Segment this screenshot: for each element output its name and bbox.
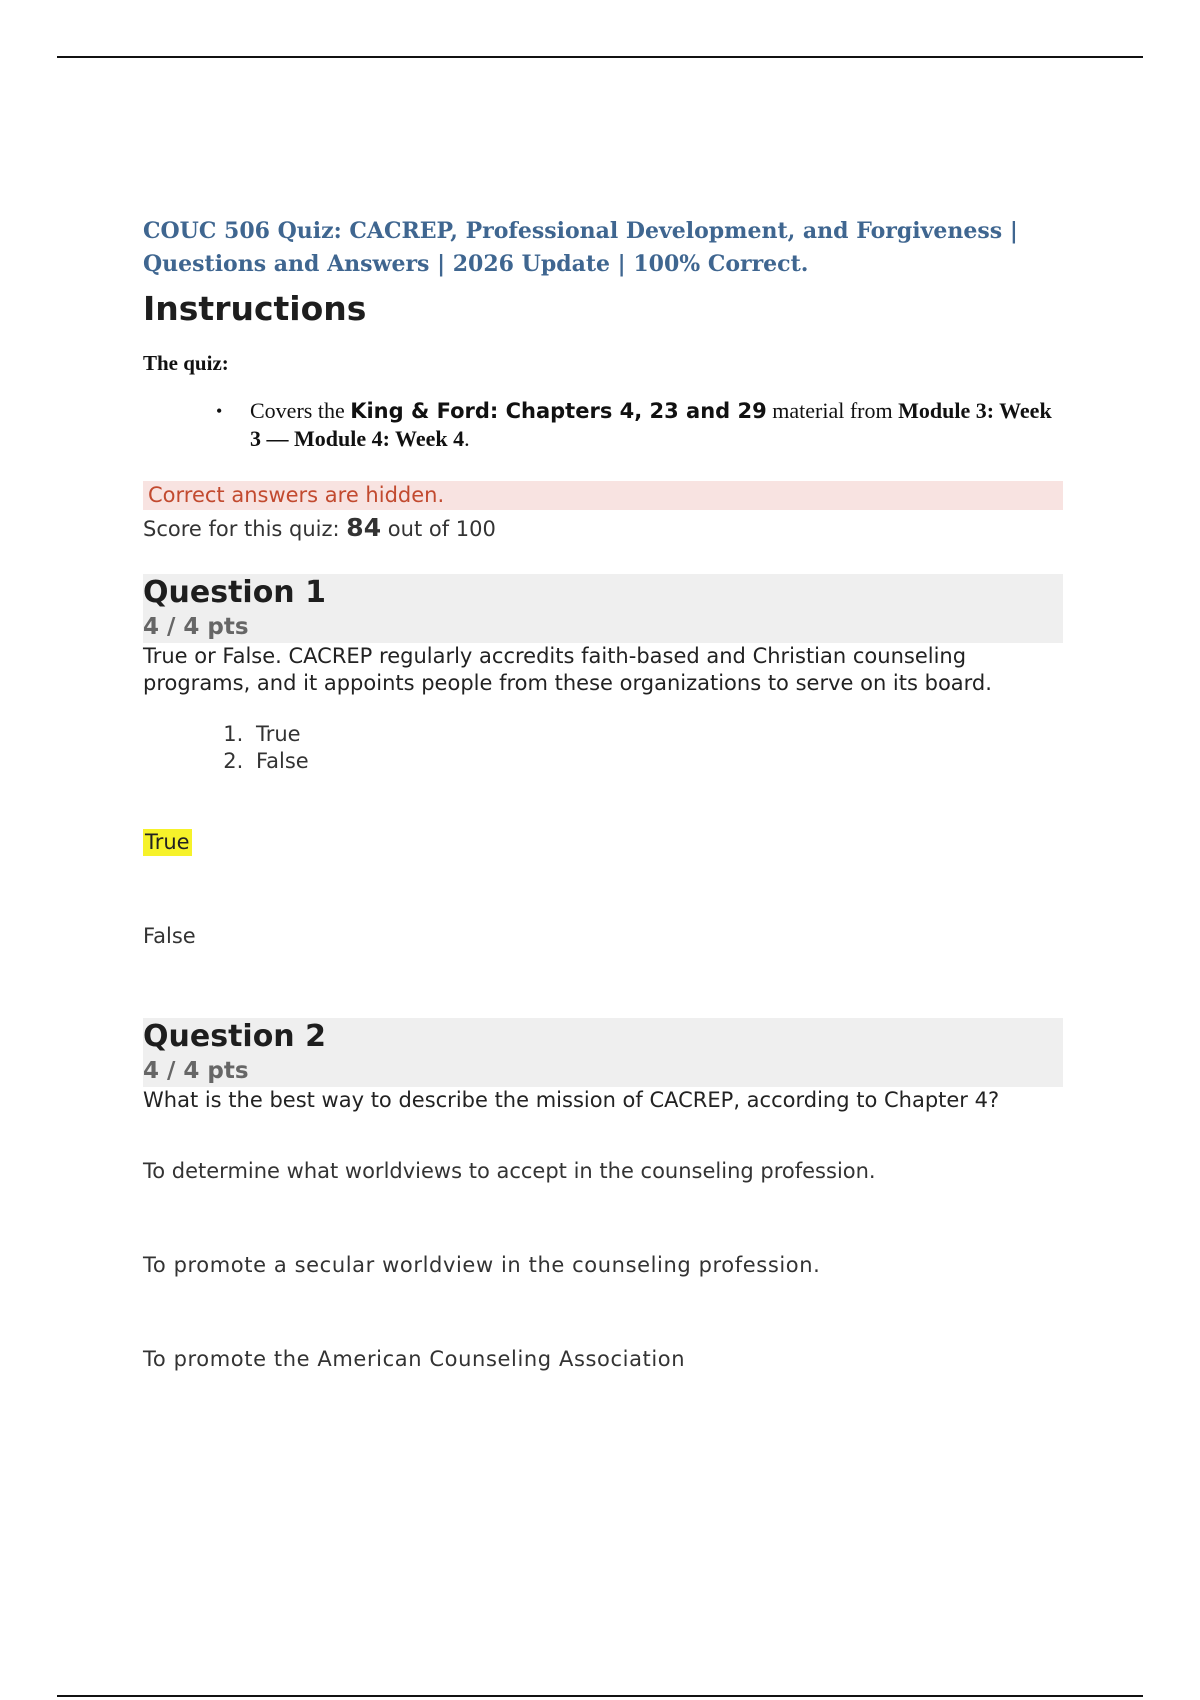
question-1 bbox=[143, 574, 1063, 950]
score-label: Score for this quiz: bbox=[143, 517, 340, 541]
score-row bbox=[143, 514, 1063, 543]
question-1-header bbox=[143, 574, 1063, 643]
top-rule bbox=[57, 56, 1143, 58]
bullet-text-2: material from bbox=[766, 398, 899, 423]
instructions-heading: Instructions bbox=[143, 289, 367, 328]
bullet-text-1: Covers the bbox=[250, 398, 351, 423]
question-1-title: Question 1 bbox=[143, 575, 326, 610]
document-title bbox=[143, 215, 1063, 281]
bullet-text-3: . bbox=[464, 426, 470, 451]
question-1-option-list bbox=[143, 721, 1063, 775]
list-item: 1. True bbox=[250, 721, 1063, 748]
instructions-bullet bbox=[143, 397, 1063, 453]
document-title-line-1: COUC 506 Quiz: CACREP, Professional Development, and Forgiveness | bbox=[143, 218, 1018, 244]
question-1-answer-true-row bbox=[143, 829, 1063, 856]
question-1-answer-true[interactable]: True bbox=[145, 830, 190, 854]
bullet-icon: • bbox=[216, 401, 223, 421]
bullet-modules: Module 3: Week 3 — Module 4: Week 4 bbox=[250, 398, 1052, 451]
question-2-answer-2[interactable]: To promote a secular worldview in the counseling profession. bbox=[143, 1253, 821, 1277]
quiz-label: The quiz: bbox=[143, 351, 229, 375]
question-2 bbox=[143, 1018, 1063, 1373]
answers-hidden-alert: Correct answers are hidden. bbox=[143, 481, 1063, 510]
question-1-points: 4 / 4 pts bbox=[143, 614, 249, 640]
score-suffix: out of 100 bbox=[387, 517, 496, 541]
question-1-text: True or False. CACREP regularly accredits faith-based and Christian counseling programs, and it appoints people from these organizations to serve on its board. bbox=[143, 644, 992, 695]
document-content bbox=[143, 215, 1063, 1373]
question-1-answer-false[interactable]: False bbox=[143, 924, 196, 948]
question-2-title: Question 2 bbox=[143, 1019, 326, 1054]
question-2-points: 4 / 4 pts bbox=[143, 1058, 249, 1084]
question-2-answer-3[interactable]: To promote the American Counseling Association bbox=[143, 1347, 686, 1371]
score-value: 84 bbox=[346, 513, 382, 542]
bullet-chapters: King & Ford: Chapters 4, 23 and 29 bbox=[350, 399, 767, 423]
bottom-rule bbox=[57, 1695, 1143, 1697]
document-title-line-2: Questions and Answers | 2026 Update | 100% Correct. bbox=[143, 251, 809, 277]
question-2-text: What is the best way to describe the mission of CACREP, according to Chapter 4? bbox=[143, 1088, 1000, 1112]
question-2-answer-1[interactable]: To determine what worldviews to accept in the counseling profession. bbox=[143, 1159, 876, 1183]
list-item: 2. False bbox=[250, 748, 1063, 775]
question-2-header bbox=[143, 1018, 1063, 1087]
